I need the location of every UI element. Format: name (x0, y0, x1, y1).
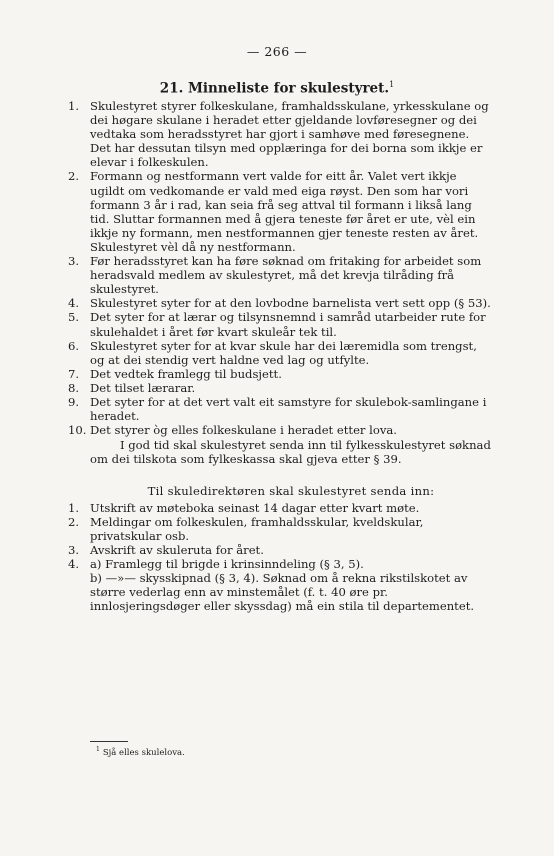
duty-text: Det tilset lærarar. (90, 380, 196, 395)
submission-item (68, 514, 492, 543)
duty-number: 4. (68, 296, 80, 311)
duty-item (68, 99, 492, 170)
submission-item-4b: b) —»— skysskipnad (§ 3, 4). Søknad om å rekna rikstilskotet av større vederlag enn av minstemålet (f. t. 40 øre pr. innlosjeringsdøger eller skyssdag) må ein stila til departementet. (90, 571, 475, 614)
document-body (68, 99, 492, 614)
duty-number: 3. (68, 254, 80, 269)
duty-number: 6. (68, 338, 80, 353)
duty-number: 2. (68, 169, 80, 184)
duty-text: Det styrer òg elles folkeskulane i heradet etter lova. (90, 423, 397, 438)
closing-paragraph: I god tid skal skulestyret senda inn til fylkesskulestyret søknad om dei tilskota som fylkeskassa skal gjeva etter § 39. (90, 438, 491, 467)
submission-item (68, 500, 492, 515)
duty-item (68, 254, 492, 297)
heading-text: 21. Minneliste for skulestyret. (159, 80, 390, 97)
duty-text: Skulestyret syter for at kvar skule har dei læremidla som trengst, og at dei stendig vert haldne ved lag og utfylte. (90, 338, 477, 367)
submission-number: 3. (68, 542, 80, 557)
duty-number: 9. (68, 394, 80, 409)
duty-item (68, 366, 492, 381)
submission-number: 2. (68, 514, 80, 529)
footnote-rule (90, 741, 128, 742)
duty-text: Før heradsstyret kan ha føre søknad om fritaking for arbeidet som heradsvald medlem av skulestyret, må det krevja tilråding frå skulestyret. (90, 254, 482, 297)
duty-number: 7. (68, 366, 80, 381)
duty-item (68, 310, 492, 339)
submissions-list (68, 500, 492, 571)
duty-text: Det syter for at det vert valt eit samstyre for skulebok-samlingane i heradet. (90, 394, 487, 424)
section-heading (0, 80, 554, 97)
submission-text: Avskrift av skuleruta for året. (90, 542, 264, 557)
duties-list (68, 99, 492, 438)
duty-text: Skulestyret syter for at den lovbodne barnelista vert sett opp (§ 53). (90, 296, 491, 311)
duty-number: 8. (68, 380, 80, 395)
duty-number: 5. (68, 310, 80, 325)
footnote-marker: 1 (96, 746, 100, 753)
submission-text: Meldingar om folkeskulen, framhaldsskular, kveldskular, privatskular osb. (90, 514, 424, 543)
submission-number: 1. (68, 500, 80, 515)
footnote (96, 746, 185, 758)
duty-item (68, 380, 492, 395)
duty-number: 10. (68, 423, 87, 438)
submission-item (68, 542, 492, 557)
duty-item (68, 423, 492, 438)
submission-text: Utskrift av møteboka seinast 14 dagar etter kvart møte. (90, 500, 420, 515)
duty-text: Det syter for at lærar og tilsynsnemnd i samråd utarbeider rute for skulehaldet i året før kvart skuleår tek til. (90, 310, 486, 339)
duty-item (68, 394, 492, 424)
duty-number: 1. (68, 99, 80, 113)
submission-intro: Til skuledirektøren skal skulestyret senda inn: (147, 484, 435, 499)
duty-item (68, 169, 492, 254)
duty-text: Formann og nestformann vert valde for eitt år. Valet vert ikkje ugildt om vedkomande er vald med eiga røyst. Den som har vori formann 3 år i rad, kan seia frå seg attval til formann i likså lang tid. Sluttar formannen med å gjera teneste før året er ute, vèl ein ikkje ny formann, men nestformannen gjer teneste resten av året. Skulestyret vèl då ny nestformann. (90, 169, 479, 254)
submission-text: a) Framlegg til brigde i krinsinndeling (§ 3, 5). (90, 556, 364, 571)
duty-item (68, 338, 492, 367)
page-number: — 266 — (246, 44, 308, 59)
submission-item (68, 556, 492, 571)
submission-number: 4. (68, 556, 80, 571)
footnote-text: Sjå elles skulelova. (102, 747, 185, 758)
heading-footnote-marker: 1 (389, 80, 395, 89)
duty-text: Det vedtek framlegg til budsjett. (90, 366, 282, 381)
duty-text: Skulestyret styrer folkeskulane, framhaldsskulane, yrkesskulane og dei høgare skulane i heradet etter gjeldande lovføresegner og dei vedtaka som heradsstyret har gjort i samhøve med føresegnene. Det har dessutan tilsyn med opplæringa for dei borna som ikkje er elevar i folkeskulen. (90, 99, 489, 170)
duty-item (68, 296, 492, 311)
